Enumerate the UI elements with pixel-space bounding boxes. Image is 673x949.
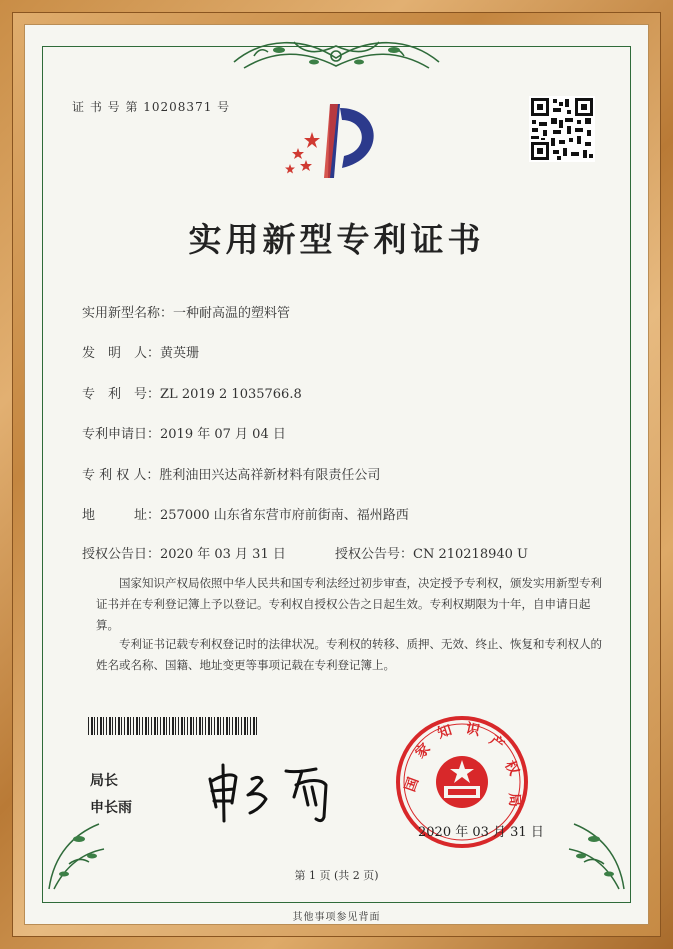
svg-text:识: 识 <box>464 720 482 740</box>
top-ornament-icon <box>224 32 449 80</box>
field-value: 一种耐高温的塑料管 <box>173 306 291 321</box>
field-label: 实用新型名称： <box>82 306 174 321</box>
body-paragraph-1: 国家知识产权局依照中华人民共和国专利法经过初步审查，决定授予专利权，颁发实用新型专利证书并在专利登记簿上予以登记。专利权自授权公告之日起生效。专利权期限为十年，自申请日起算。 <box>96 576 602 632</box>
announcement-number <box>335 543 528 562</box>
svg-text:产: 产 <box>486 732 507 754</box>
field-application-date <box>82 423 286 442</box>
svg-text:局: 局 <box>505 792 523 808</box>
field-utility-model-name <box>82 302 290 321</box>
field-value: 2019 年 07 月 04 日 <box>160 427 286 442</box>
field-label: 专 利 权 人： <box>82 468 160 483</box>
barcode <box>88 717 258 735</box>
qr-code-icon <box>529 96 595 162</box>
certificate-title: 实用新型专利证书 <box>188 220 485 259</box>
svg-text:国: 国 <box>402 775 423 794</box>
field-address <box>82 504 409 523</box>
field-label: 专利申请日： <box>82 427 161 442</box>
back-note: 其他事项参见背面 <box>292 912 381 923</box>
field-value: 胜利油田兴达高祥新材料有限责任公司 <box>159 468 381 483</box>
announcement-number-label: 授权公告号： <box>335 547 414 562</box>
field-label: 发 明 人： <box>82 346 161 361</box>
field-inventor <box>82 342 199 361</box>
svg-text:权: 权 <box>501 758 522 779</box>
certificate-paper <box>24 24 649 925</box>
svg-text:知: 知 <box>435 722 454 742</box>
field-value: ZL 2019 2 1035766.8 <box>160 387 302 402</box>
field-label: 地 址： <box>82 508 161 523</box>
svg-text:家: 家 <box>412 740 434 762</box>
cnipa-logo-icon <box>282 98 392 184</box>
seal-date: 2020 年 03 月 31 日 <box>418 825 544 840</box>
director-title: 局长 <box>90 773 118 789</box>
field-patentee <box>82 464 380 483</box>
announcement-number-value: CN 210218940 U <box>413 547 528 562</box>
director-signature-icon <box>202 757 352 827</box>
director-name: 申长雨 <box>90 800 132 816</box>
field-patent-number <box>82 383 302 402</box>
announcement-date-value: 2020 年 03 月 31 日 <box>160 547 286 562</box>
field-label: 专 利 号： <box>82 387 161 402</box>
page-number: 第 1 页 (共 2 页) <box>294 869 379 882</box>
field-value: 257000 山东省东营市府前街南、福州路西 <box>160 508 409 523</box>
body-paragraph-2: 专利证书记载专利权登记时的法律状况。专利权的转移、质押、无效、终止、恢复和专利权人的姓名或名称、国籍、地址变更等事项记载在专利登记簿上。 <box>96 637 602 672</box>
announcement-date-label: 授权公告日： <box>82 547 161 562</box>
field-value: 黄英珊 <box>160 346 200 361</box>
announcement-date <box>82 543 286 562</box>
certificate-number: 证 书 号 第 10208371 号 <box>72 100 231 114</box>
